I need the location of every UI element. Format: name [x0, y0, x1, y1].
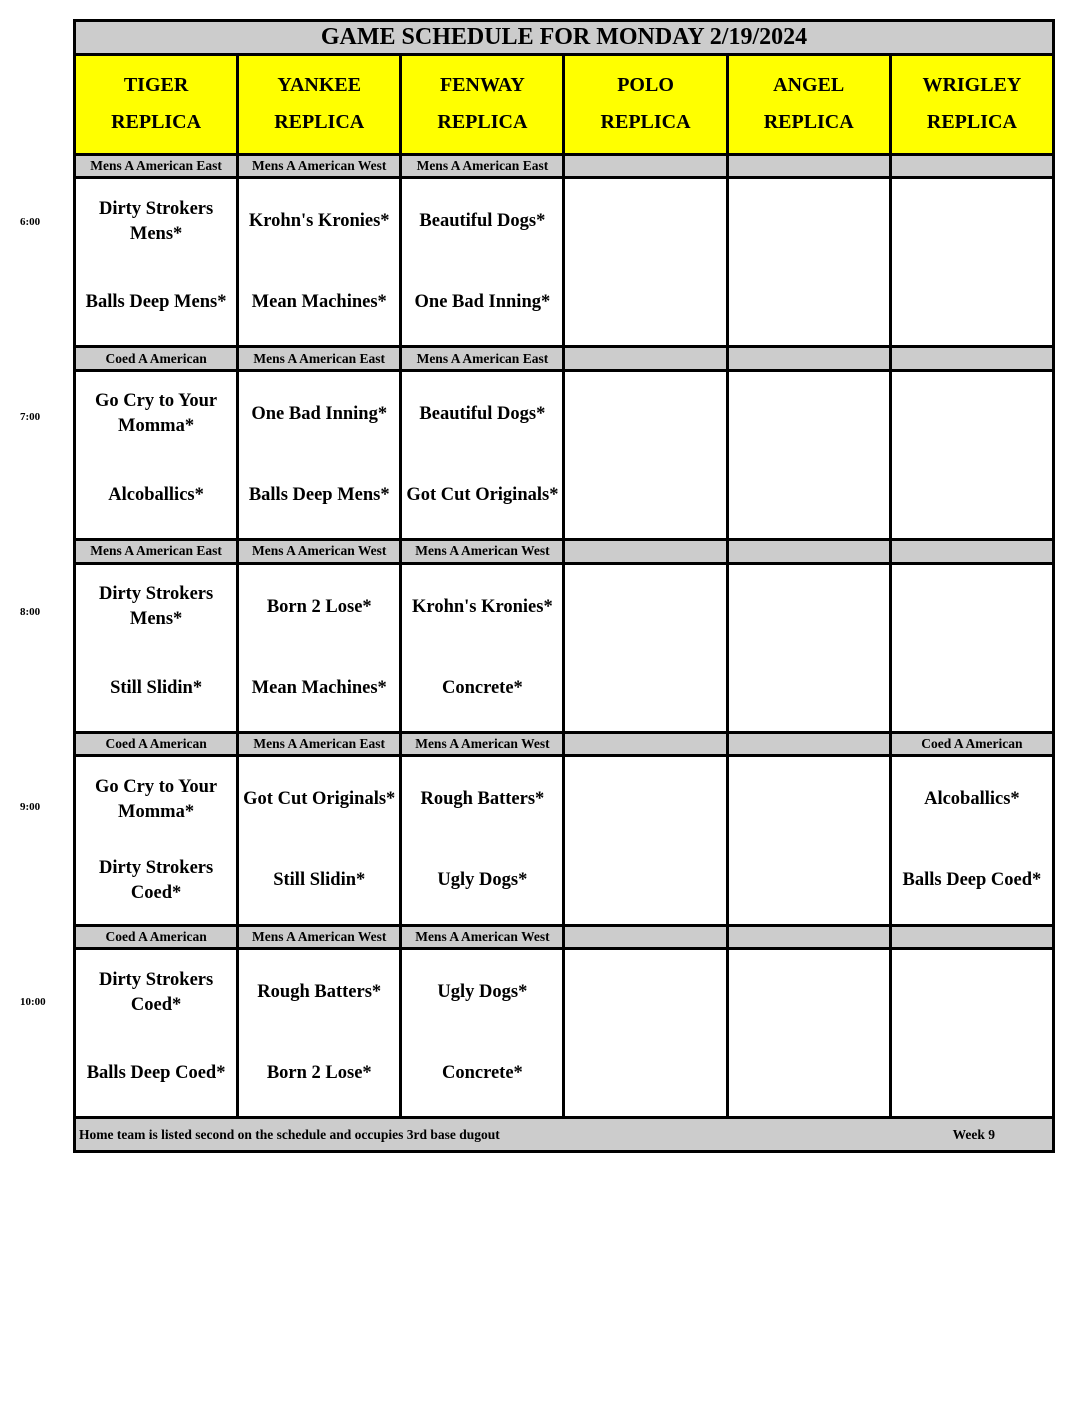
home-team-note: Home team is listed second on the schedule and occupies 3rd base dugout: [79, 1126, 500, 1142]
away-team: [565, 374, 725, 455]
game-cell: [727, 756, 890, 925]
home-team: [892, 648, 1052, 729]
division-label: [564, 154, 727, 177]
division-label: Mens A American West: [238, 154, 401, 177]
game-cell: [564, 756, 727, 925]
field-name: ANGEL: [773, 74, 845, 97]
game-cell: [75, 370, 238, 539]
away-team: Born 2 Lose*: [266, 596, 372, 617]
away-team: Krohn's Kronies*: [412, 596, 553, 617]
time-slot-label: 6:00: [20, 216, 41, 228]
division-label: Mens A American East: [238, 347, 401, 370]
home-team: [892, 1033, 1052, 1114]
away-team: [565, 952, 725, 1033]
away-team: [565, 181, 725, 262]
game-cell: [401, 370, 564, 539]
division-label: [564, 540, 727, 563]
division-label: [727, 925, 890, 948]
division-label: Coed A American: [75, 732, 238, 755]
game-cell: [75, 563, 238, 732]
game-cell: [890, 756, 1053, 925]
home-team: Mean Machines*: [251, 677, 387, 698]
field-header-fenway: [401, 54, 564, 154]
division-row: [75, 540, 1054, 563]
game-cell: [727, 563, 890, 732]
division-label: Coed A American: [890, 732, 1053, 755]
home-team: [729, 455, 889, 536]
game-row: [75, 948, 1054, 1117]
division-label: [890, 540, 1053, 563]
division-label: Mens A American West: [401, 925, 564, 948]
game-cell: [238, 178, 401, 347]
away-team: Ugly Dogs*: [437, 982, 528, 1003]
division-label: Coed A American: [75, 925, 238, 948]
division-label: Mens A American East: [75, 154, 238, 177]
field-name: POLO: [617, 74, 674, 97]
field-type: REPLICA: [111, 111, 202, 134]
field-name: TIGER: [123, 74, 189, 97]
division-label: [890, 347, 1053, 370]
field-header-tiger: [75, 54, 238, 154]
home-team: Got Cut Originals*: [406, 484, 559, 505]
home-team: [892, 262, 1052, 343]
home-team: Concrete*: [441, 1063, 523, 1084]
home-team: Concrete*: [441, 677, 523, 698]
home-team: [565, 648, 725, 729]
game-cell: [238, 948, 401, 1117]
away-team: [892, 181, 1052, 262]
home-team: [729, 1033, 889, 1114]
game-cell: [890, 948, 1053, 1117]
field-name: YANKEE: [277, 74, 362, 97]
game-cell: [890, 178, 1053, 347]
division-label: [564, 925, 727, 948]
field-type: REPLICA: [274, 111, 365, 134]
field-header-polo: [564, 54, 727, 154]
field-type: REPLICA: [763, 111, 854, 134]
home-team: Still Slidin*: [273, 870, 366, 891]
field-header-angel: [727, 54, 890, 154]
field-type: REPLICA: [437, 111, 528, 134]
game-cell: [238, 563, 401, 732]
away-team: [729, 759, 889, 840]
week-label: Week 9: [952, 1126, 995, 1142]
footer-bar: [75, 1118, 1054, 1152]
division-row: [75, 732, 1054, 755]
division-label: Mens A American West: [238, 925, 401, 948]
division-label: Mens A American East: [401, 154, 564, 177]
away-team: Got Cut Originals*: [243, 789, 396, 810]
home-team: [565, 840, 725, 921]
game-cell: [401, 563, 564, 732]
division-label: [727, 154, 890, 177]
home-team: [729, 648, 889, 729]
away-team: Go Cry to Your Momma*: [95, 776, 218, 822]
home-team: [565, 455, 725, 536]
game-cell: [401, 178, 564, 347]
game-cell: [238, 370, 401, 539]
home-team: Balls Deep Coed*: [902, 870, 1042, 891]
field-header-yankee: [238, 54, 401, 154]
away-team: Dirty Strokers Mens*: [98, 584, 214, 630]
division-label: Mens A American East: [238, 732, 401, 755]
field-name: WRIGLEY: [922, 74, 1022, 97]
home-team: Balls Deep Mens*: [248, 484, 390, 505]
time-slot-label: 9:00: [20, 801, 41, 813]
game-row: [75, 178, 1054, 347]
division-label: Mens A American West: [401, 732, 564, 755]
away-team: Krohn's Kronies*: [248, 211, 390, 232]
division-label: [890, 925, 1053, 948]
division-label: [564, 347, 727, 370]
away-team: Go Cry to Your Momma*: [95, 391, 218, 437]
game-cell: [401, 948, 564, 1117]
division-label: [727, 540, 890, 563]
home-team: [729, 840, 889, 921]
game-cell: [564, 370, 727, 539]
away-team: [892, 952, 1052, 1033]
game-row: [75, 563, 1054, 732]
game-row: [75, 370, 1054, 539]
away-team: [565, 567, 725, 648]
game-cell: [564, 178, 727, 347]
away-team: [729, 567, 889, 648]
game-cell: [75, 178, 238, 347]
away-team: Beautiful Dogs*: [419, 403, 546, 424]
division-label: [890, 154, 1053, 177]
home-team: Mean Machines*: [251, 292, 387, 313]
field-type: REPLICA: [926, 111, 1017, 134]
away-team: [565, 759, 725, 840]
away-team: [729, 952, 889, 1033]
field-type: REPLICA: [600, 111, 691, 134]
game-cell: [564, 563, 727, 732]
game-cell: [727, 178, 890, 347]
home-team: [892, 455, 1052, 536]
game-cell: [727, 948, 890, 1117]
game-cell: [890, 563, 1053, 732]
game-cell: [727, 370, 890, 539]
game-row: [75, 756, 1054, 925]
division-row: [75, 347, 1054, 370]
away-team: Rough Batters*: [257, 982, 382, 1003]
time-column: [0, 0, 74, 1408]
division-row: [75, 154, 1054, 177]
home-team: One Bad Inning*: [414, 292, 551, 313]
page-title: GAME SCHEDULE FOR MONDAY 2/19/2024: [75, 21, 1054, 55]
division-label: [727, 732, 890, 755]
game-cell: [75, 948, 238, 1117]
home-team: Ugly Dogs*: [437, 870, 528, 891]
game-cell: [564, 948, 727, 1117]
away-team: [892, 374, 1052, 455]
division-label: Mens A American East: [75, 540, 238, 563]
away-team: [729, 374, 889, 455]
away-team: Dirty Strokers Mens*: [98, 198, 214, 244]
game-cell: [238, 756, 401, 925]
away-team: Alcoballics*: [924, 789, 1020, 810]
game-cell: [890, 370, 1053, 539]
home-team: Born 2 Lose*: [266, 1063, 372, 1084]
away-team: One Bad Inning*: [251, 403, 388, 424]
home-team: Balls Deep Mens*: [85, 292, 227, 313]
home-team: Alcoballics*: [108, 484, 204, 505]
home-team: [565, 1033, 725, 1114]
time-slot-label: 8:00: [20, 606, 41, 618]
field-header-wrigley: [890, 54, 1053, 154]
away-team: Beautiful Dogs*: [419, 211, 546, 232]
home-team: Balls Deep Coed*: [86, 1063, 226, 1084]
time-slot-label: 7:00: [20, 411, 41, 423]
away-team: [729, 181, 889, 262]
home-team: [729, 262, 889, 343]
away-team: [892, 567, 1052, 648]
home-team: [565, 262, 725, 343]
division-label: [727, 347, 890, 370]
division-label: [564, 732, 727, 755]
division-label: Mens A American West: [401, 540, 564, 563]
division-row: [75, 925, 1054, 948]
away-team: Dirty Strokers Coed*: [98, 969, 214, 1015]
schedule-table: [73, 19, 1055, 1153]
time-slot-label: 10:00: [20, 996, 46, 1008]
home-team: Still Slidin*: [110, 677, 203, 698]
division-label: Mens A American West: [238, 540, 401, 563]
away-team: Rough Batters*: [420, 789, 545, 810]
game-cell: [75, 756, 238, 925]
division-label: Coed A American: [75, 347, 238, 370]
game-cell: [401, 756, 564, 925]
division-label: Mens A American East: [401, 347, 564, 370]
field-name: FENWAY: [439, 74, 525, 97]
home-team: Dirty Strokers Coed*: [98, 857, 214, 903]
